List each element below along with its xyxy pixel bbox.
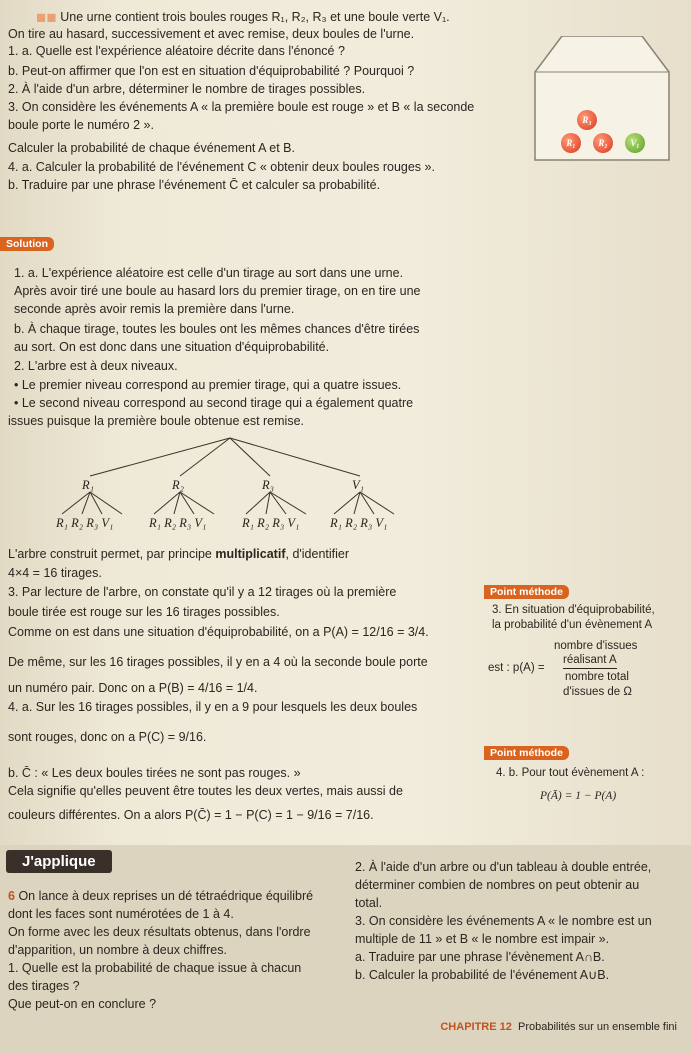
applique-line: total. [355,896,383,910]
tree-node-r3: R₃ [262,478,274,492]
applique-line: a. Traduire par une phrase l'évènement A∩B. [355,950,605,964]
solution-line: b. À chaque tirage, toutes les boules ont les mêmes chances d'être tirées [14,322,420,336]
tree-node-r1: R₁ [82,478,94,492]
question-3-cont: boule porte le numéro 2 ». [8,118,154,132]
question-1b: b. Peut-on affirmer que l'on est en situation d'équiprobabilité ? Pourquoi ? [8,64,415,78]
applique-line: 1. Quelle est la probabilité de chaque issue à chacun [8,961,302,975]
ball-r2: R₂ [593,133,613,153]
solution-line: 4. a. Sur les 16 tirages possibles, il y en a 9 pour lesquels les deux boules [8,700,418,714]
solution-line: 3. Par lecture de l'arbre, on constate qu'il y a 12 tirages où la première [8,585,397,599]
tree-level2-branches [50,490,410,516]
solution-line: seconde après avoir remis la première dans l'urne. [14,302,295,316]
methode-line: d'issues de Ω [563,686,632,698]
question-4b: b. Traduire par une phrase l'événement C̄ et calculer sa probabilité. [8,178,381,192]
applique-line: Que peut-on en conclure ? [8,997,157,1011]
solution-line: 1. a. L'expérience aléatoire est celle d'un tirage au sort dans une urne. [14,266,404,280]
methode-numerator: réalisant A [563,653,617,669]
solution-line: 2. L'arbre est à deux niveaux. [14,359,178,373]
applique-line: 3. On considère les événements A « le nombre est un [355,914,652,928]
solution-line: au sort. On est donc dans une situation d'équiprobabilité. [14,340,330,354]
solution-tag: Solution [0,237,54,251]
applique-line: On forme avec les deux résultats obtenus, dans l'ordre [8,925,311,939]
solution-line: L'arbre construit permet, par principe multiplicatif, d'identifier [8,547,350,561]
solution-line: De même, sur les 16 tirages possibles, il y en a 4 où la seconde boule porte [8,655,428,669]
tree-leaves-r2: R₁ R₂ R₃ V₁ [149,516,207,530]
applique-line: b. Calculer la probabilité de l'événement A∪B. [355,968,610,982]
applique-line: déterminer combien de nombres on peut obtenir au [355,878,640,892]
solution-line: couleurs différentes. On a alors P(C̄) = 1 − P(C) = 1 − 9/16 = 7/16. [8,808,374,822]
applique-line: 6 On lance à deux reprises un dé tétraédrique équilibré [8,889,314,903]
applique-title: J'applique [6,850,112,873]
tree-node-v1: V₁ [352,478,364,492]
applique-line: multiple de 11 » et B « le nombre est impair ». [355,932,610,946]
solution-line: • Le second niveau correspond au second tirage qui a également quatre [14,396,414,410]
methode-formula: P(Ā) = 1 − P(A) [540,790,617,802]
methode-line: la probabilité d'un évènement A [492,619,653,631]
tree-node-r2: R₂ [172,478,184,492]
methode-line: nombre d'issues [554,640,638,652]
exercise-intro2: On tire au hasard, successivement et avec remise, deux boules de l'urne. [8,27,415,41]
methode-denominator: nombre total [565,671,629,683]
question-3: 3. On considère les événements A « la première boule est rouge » et B « la seconde [8,100,475,114]
solution-line: un numéro pair. Donc on a P(B) = 4/16 = 1/4. [8,681,258,695]
applique-line: des tirages ? [8,979,80,993]
solution-line: boule tirée est rouge sur les 16 tirages possibles. [8,605,280,619]
exercise-intro: ◼◼ Une urne contient trois boules rouges R₁, R₂, R₃ et une boule verte V₁. [36,10,450,24]
solution-line: sont rouges, donc on a P(C) = 9/16. [8,730,207,744]
methode-line: 4. b. Pour tout évènement A : [496,767,645,779]
ball-v1: V₁ [625,133,645,153]
applique-line: dont les faces sont numérotées de 1 à 4. [8,907,234,921]
methode-line: 3. En situation d'équiprobabilité, [492,604,655,616]
applique-line: 2. À l'aide d'un arbre ou d'un tableau à double entrée, [355,860,652,874]
solution-line: b. C̄ : « Les deux boules tirées ne sont pas rouges. » [8,766,301,780]
tree-leaves-v1: R₁ R₂ R₃ V₁ [330,516,388,530]
solution-line: • Le premier niveau correspond au premier tirage, qui a quatre issues. [14,378,402,392]
question-1a: 1. a. Quelle est l'expérience aléatoire décrite dans l'énoncé ? [8,44,345,58]
solution-line: Après avoir tiré une boule au hasard lors du premier tirage, on en tire une [14,284,421,298]
methode-tag: Point méthode [484,585,569,599]
solution-line: Cela signifie qu'elles peuvent être toutes les deux vertes, mais aussi de [8,784,403,798]
question-3c: Calculer la probabilité de chaque événement A et B. [8,141,295,155]
question-2: 2. À l'aide d'un arbre, déterminer le nombre de tirages possibles. [8,82,366,96]
methode-formula-label: est : p(A) = [488,662,545,674]
solution-line: Comme on est dans une situation d'équiprobabilité, on a P(A) = 12/16 = 3/4. [8,625,429,639]
ball-r1: R₁ [561,133,581,153]
applique-line: d'apparition, un nombre à deux chiffres. [8,943,227,957]
page-footer: CHAPITRE 12 Probabilités sur un ensemble fini [440,1021,677,1033]
tree-leaves-r1: R₁ R₂ R₃ V₁ [56,516,114,530]
solution-line: 4×4 = 16 tirages. [8,566,102,580]
question-4a: 4. a. Calculer la probabilité de l'événement C « obtenir deux boules rouges ». [8,160,435,174]
solution-line: issues puisque la première boule obtenue est remise. [8,414,305,428]
methode-tag: Point méthode [484,746,569,760]
ball-r3: R₃ [577,110,597,130]
tree-leaves-r3: R₁ R₂ R₃ V₁ [242,516,300,530]
